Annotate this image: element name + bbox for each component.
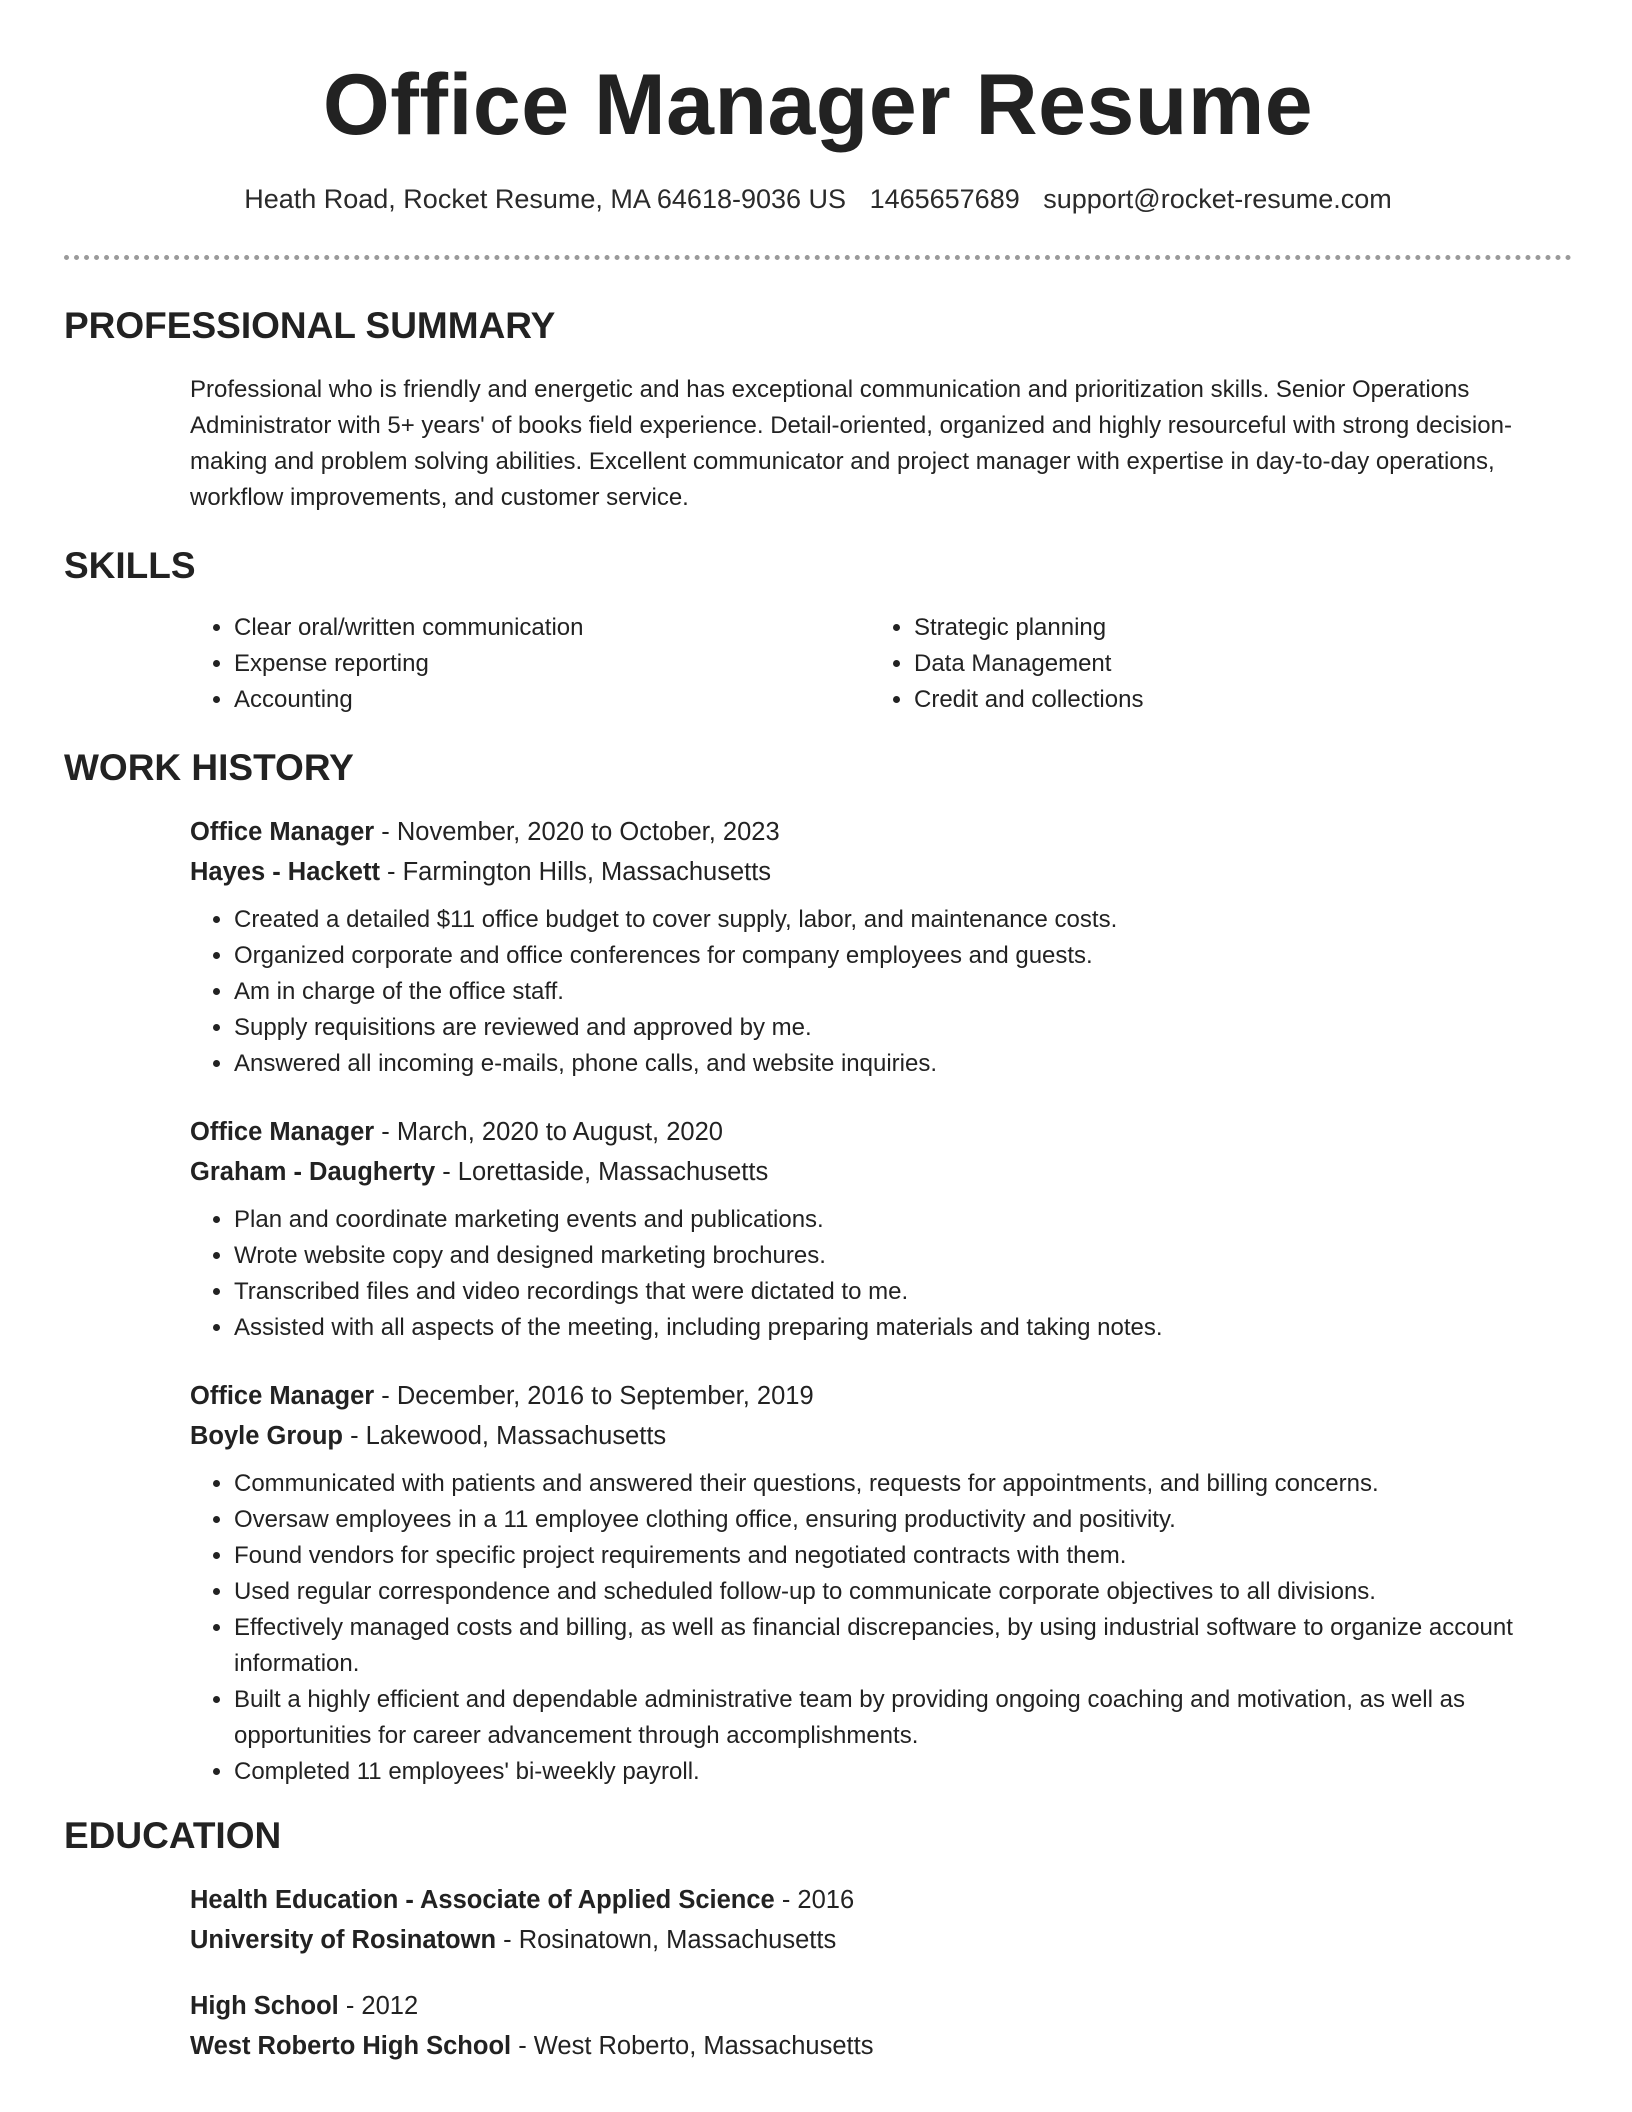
job-bullet: • Used regular correspondence and scheduled follow-up to communicate corporate objectives to all divisions. (234, 1574, 1572, 1610)
skill-item: • Expense reporting (234, 646, 870, 682)
skills-column-right (870, 610, 1550, 718)
job-role: Office Manager (190, 1118, 375, 1146)
job-bullet: • Oversaw employees in a 11 employee clothing office, ensuring productivity and positivity. (234, 1502, 1572, 1538)
education-year: - 2016 (774, 1886, 855, 1914)
job-title-line (190, 1112, 1572, 1152)
job-bullet: • Transcribed files and video recordings that were dictated to me. (234, 1274, 1572, 1310)
skills-heading: SKILLS (64, 545, 196, 586)
contact-email: support@rocket-resume.com (1043, 184, 1392, 214)
job-entry (190, 812, 1572, 1082)
job-location: - Lakewood, Massachusetts (343, 1422, 667, 1450)
job-company: Hayes - Hackett (190, 858, 380, 886)
education-location: - Rosinatown, Massachusetts (496, 1926, 837, 1954)
job-title-line (190, 1376, 1572, 1416)
job-bullets (190, 1202, 1572, 1346)
header-divider (64, 255, 1572, 260)
education-school: West Roberto High School (190, 2032, 512, 2060)
job-company: Graham - Daugherty (190, 1158, 436, 1186)
job-title-line (190, 812, 1572, 852)
education-entry (190, 1986, 1572, 2066)
education-degree-line (190, 1986, 1572, 2026)
job-company-line (190, 852, 1572, 892)
education-location: - West Roberto, Massachusetts (511, 2032, 874, 2060)
job-entry (190, 1112, 1572, 1346)
job-bullets (190, 1466, 1572, 1790)
job-dates: - December, 2016 to September, 2019 (374, 1382, 814, 1410)
job-dates: - March, 2020 to August, 2020 (374, 1118, 723, 1146)
job-bullet: • Communicated with patients and answered their questions, requests for appointments, and billing concerns. (234, 1466, 1572, 1502)
skills-column-left (190, 610, 870, 718)
job-location: - Farmington Hills, Massachusetts (379, 858, 772, 886)
education-school-line (190, 1920, 1572, 1960)
skill-item: • Credit and collections (914, 682, 1550, 718)
job-location: - Lorettaside, Massachusetts (435, 1158, 769, 1186)
resume-title: Office Manager Resume (322, 57, 1314, 153)
work-history-heading: WORK HISTORY (64, 747, 354, 788)
education-degree: Health Education - Associate of Applied Science (190, 1886, 775, 1914)
job-company-line (190, 1152, 1572, 1192)
education-heading: EDUCATION (64, 1815, 282, 1856)
education-degree: High School (190, 1992, 339, 2020)
summary-text: Professional who is friendly and energetic and has exceptional communication and prioritization skills. Senior Operations Administrator with 5+ years' of books field experience. Detail-oriented, organized and highly resourceful with strong decision-making and problem solving abilities. Excellent communicator and project manager with expertise in day-to-day operations, workflow improvements, and customer service. (190, 376, 1512, 511)
resume-page (64, 0, 1572, 2066)
skill-item: • Clear oral/written communication (234, 610, 870, 646)
job-bullet: • Wrote website copy and designed marketing brochures. (234, 1238, 1572, 1274)
job-bullet: • Created a detailed $11 office budget to cover supply, labor, and maintenance costs. (234, 902, 1572, 938)
job-company-line (190, 1416, 1572, 1456)
job-company: Boyle Group (190, 1422, 344, 1450)
summary-heading: PROFESSIONAL SUMMARY (64, 305, 556, 346)
education-entry (190, 1880, 1572, 1960)
contact-address: Heath Road, Rocket Resume, MA 64618-9036 US (244, 184, 847, 214)
job-bullet: • Completed 11 employees' bi-weekly payroll. (234, 1754, 1572, 1790)
skill-item: • Strategic planning (914, 610, 1550, 646)
education-school-line (190, 2026, 1572, 2066)
education-degree-line (190, 1880, 1572, 1920)
job-role: Office Manager (190, 818, 375, 846)
job-bullet: • Found vendors for specific project requirements and negotiated contracts with them. (234, 1538, 1572, 1574)
job-bullet: • Built a highly efficient and dependable administrative team by providing ongoing coaching and motivation, as well as opportunities for career advancement through accomplishments. (234, 1682, 1572, 1754)
education-school: University of Rosinatown (190, 1926, 497, 1954)
job-bullet: • Answered all incoming e-mails, phone calls, and website inquiries. (234, 1046, 1572, 1082)
contact-phone: 1465657689 (869, 184, 1020, 214)
job-dates: - November, 2020 to October, 2023 (374, 818, 780, 846)
job-bullet: • Assisted with all aspects of the meeting, including preparing materials and taking notes. (234, 1310, 1572, 1346)
job-bullet: • Am in charge of the office staff. (234, 974, 1572, 1010)
education-year: - 2012 (338, 1992, 419, 2020)
skill-item: • Accounting (234, 682, 870, 718)
job-entry (190, 1376, 1572, 1790)
skill-item: • Data Management (914, 646, 1550, 682)
job-bullet: • Plan and coordinate marketing events and publications. (234, 1202, 1572, 1238)
contact-line (64, 181, 1572, 217)
job-role: Office Manager (190, 1382, 375, 1410)
job-bullets (190, 902, 1572, 1082)
job-bullet: • Supply requisitions are reviewed and approved by me. (234, 1010, 1572, 1046)
skills-list (190, 610, 1572, 718)
job-bullet: • Effectively managed costs and billing, as well as financial discrepancies, by using industrial software to organize account information. (234, 1610, 1572, 1682)
job-bullet: • Organized corporate and office conferences for company employees and guests. (234, 938, 1572, 974)
